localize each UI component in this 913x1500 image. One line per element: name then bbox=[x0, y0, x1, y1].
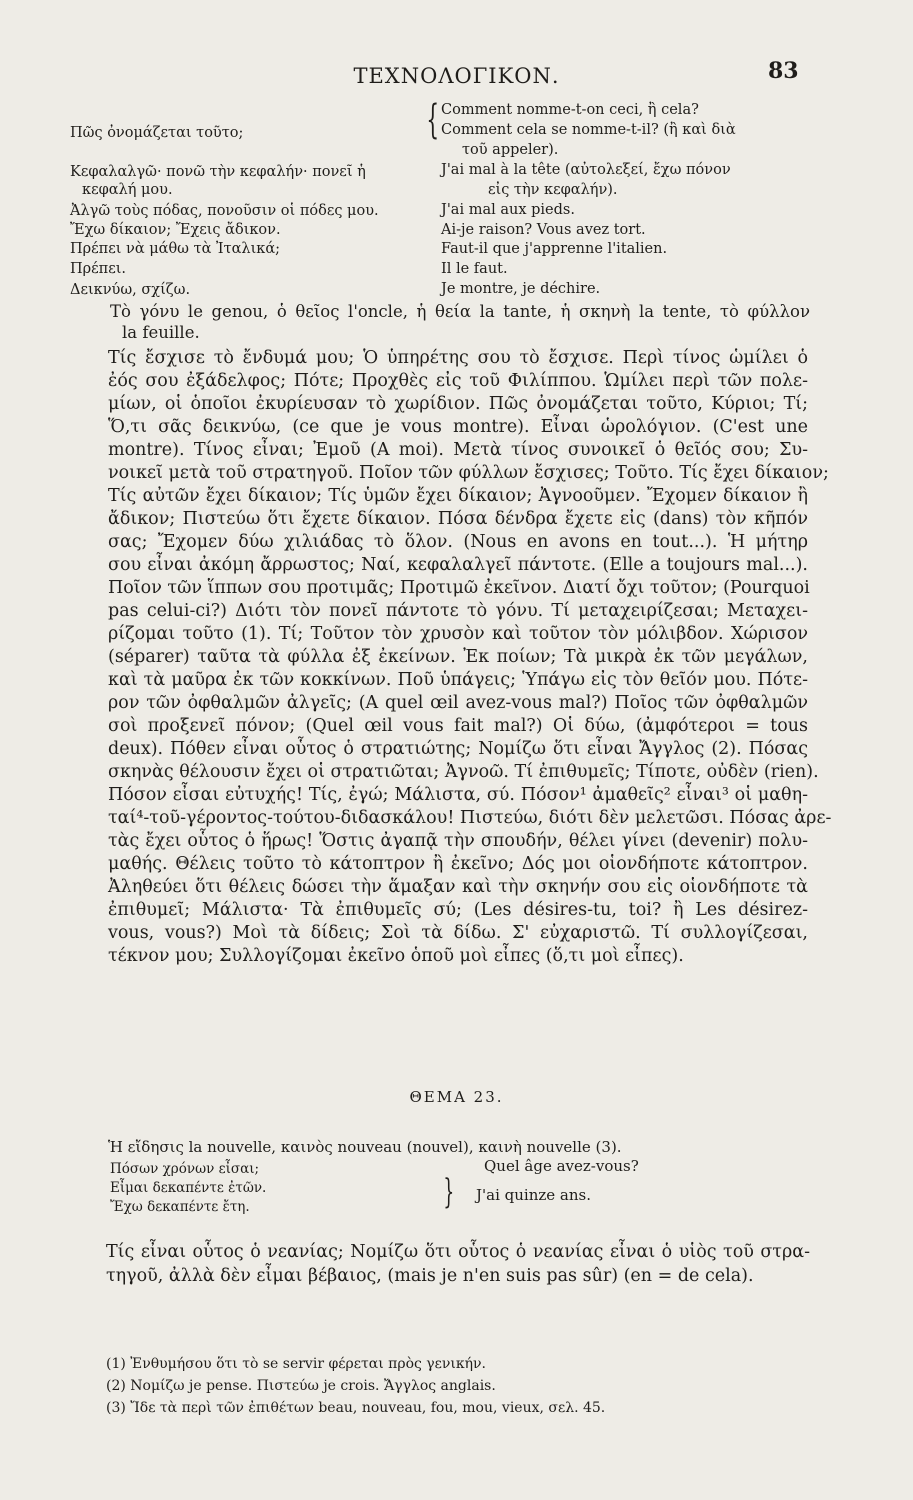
vocab-greek-9: Δεικνύω, σχίζω. bbox=[70, 282, 191, 298]
theme-greek-1: Εἶμαι δεκαπέντε ἐτῶν. bbox=[110, 1180, 267, 1196]
paragraph-line: Τίς εἶναι οὗτος ὁ νεανίας; Νομίζω ὅτι οὗτος ὁ νεανίας εἶναι ὁ υἱὸς τοῦ στρα- bbox=[106, 1242, 810, 1262]
vocab-french-3: J'ai mal à la tête (αὐτολεξεί, ἔχω πόνον bbox=[441, 162, 731, 178]
paragraph-line: montre). Τίνος εἶναι; Ἐμοῦ (A moi). Μετὰ τίνος συνοικεῖ ὁ θεῖός σου; Συ- bbox=[108, 440, 808, 460]
paragraph-line: μίων, οἱ ὁποῖοι ἐκυρίευσαν τὸ χωρίδιον. Πῶς ὀνομάζεται τοῦτο, Κύριοι; Τί; bbox=[108, 394, 808, 414]
paragraph-line: σκηνὰς θέλουσιν ἔχει οἱ στρατιῶται; Ἀγνοῶ. Τί ἐπιθυμεῖς; Τίποτε, οὐδὲν (rien). bbox=[108, 762, 819, 782]
paragraph-line: σας; Ἔχομεν δύω χιλιάδας τὸ ὅλον. (Nous en avons en tout...). Ἡ μήτηρ bbox=[108, 532, 808, 552]
paragraph-line: (séparer) ταῦτα τὰ φύλλα ἐξ ἐκείνων. Ἐκ ποίων; Τὰ μικρὰ ἐκ τῶν μεγάλων, bbox=[108, 647, 808, 667]
footnote-1: (1) Ἐνθυμήσου ὅτι τὸ se servir φέρεται πρὸς γενικήν. bbox=[106, 1356, 487, 1372]
running-header-title: ΤΕΧΝΟΛΟΓΙΚΟΝ. bbox=[353, 64, 560, 88]
paragraph-line: deux). Πόθεν εἶναι οὗτος ὁ στρατιώτης; Νομίζω ὅτι εἶναι Ἄγγλος (2). Πόσας bbox=[108, 739, 808, 759]
vocab-french-8: Il le faut. bbox=[441, 261, 508, 277]
paragraph-line: Τίς αὐτῶν ἔχει δίκαιον; Τίς ὑμῶν ἔχει δίκαιον; Ἀγνοοῦμεν. Ἔχομεν δίκαιον ἢ bbox=[108, 486, 808, 506]
theme-brace: } bbox=[443, 1172, 455, 1212]
footnote-3: (3) Ἴδε τὰ περὶ τῶν ἐπιθέτων beau, nouveau, fou, mou, vieux, σελ. 45. bbox=[106, 1400, 606, 1416]
vocab-french-5: J'ai mal aux pieds. bbox=[441, 202, 575, 218]
paragraph-line: ρον τῶν ὀφθαλμῶν ἀλγεῖς; (A quel œil avez-vous mal?) Ποῖος τῶν ὀφθαλμῶν bbox=[108, 693, 808, 713]
paragraph-line: τηγοῦ, ἀλλὰ δὲν εἶμαι βέβαιος, (mais je n'en suis pas sûr) (en = de cela). bbox=[106, 1266, 754, 1286]
paragraph-line: Ὅ,τι σᾶς δεικνύω, (ce que je vous montre). Εἶναι ὡρολόγιον. (C'est une bbox=[108, 417, 808, 437]
footnote-2: (2) Νομίζω je pense. Πιστεύω je crois. Ἄγγλος anglais. bbox=[106, 1378, 496, 1394]
paragraph-line: Πόσον εἶσαι εὐτυχής! Τίς, ἐγώ; Μάλιστα, σύ. Πόσον¹ ἀμαθεῖς² εἶναι³ οἱ μαθη- bbox=[108, 785, 808, 805]
paragraph-line: Ποῖον τῶν ἵππων σου προτιμᾶς; Προτιμῶ ἐκεῖνον. Διατί ὄχι τοῦτον; (Pourquoi bbox=[108, 578, 810, 598]
intro-definitions bbox=[110, 301, 810, 343]
vocab-greek-4: κεφαλή μου. bbox=[82, 182, 173, 198]
vocab-french-9: Je montre, je déchire. bbox=[441, 281, 601, 297]
vocab-greek-3: Κεφαλαλγῶ· πονῶ τὴν κεφαλήν· πονεῖ ἡ bbox=[70, 164, 366, 180]
paragraph-line: σοὶ προξενεῖ πόνον; (Quel œil vous fait mal?) Οἱ δύω, (ἀμφότεροι = tous bbox=[108, 716, 808, 736]
theme-greek-2: Ἔχω δεκαπέντε ἔτη. bbox=[110, 1199, 250, 1215]
vocab-brace: { bbox=[426, 97, 440, 143]
paragraph-line: ἐός σου ἐξάδελφος; Πότε; Προχθὲς εἰς τοῦ Φιλίππου. Ὡμίλει περὶ τῶν πολε- bbox=[108, 371, 808, 391]
paragraph-line: ἐπιθυμεῖ; Μάλιστα· Τὰ ἐπιθυμεῖς σύ; (Les désires-tu, toi? ἢ Les désirez- bbox=[108, 900, 808, 920]
theme-vocab-line: Ἡ εἴδησις la nouvelle, καινὸς nouveau (nouvel), καινὴ nouvelle (3). bbox=[108, 1138, 622, 1156]
theme-title: ΘΕΜΑ 23. bbox=[409, 1088, 504, 1106]
paragraph-line: μαθής. Θέλεις τοῦτο τὸ κάτοπτρον ἢ ἐκεῖνο; Δός μοι οἱονδήποτε κάτοπτρον. bbox=[108, 854, 808, 874]
vocab-french-7: Faut-il que j'apprenne l'italien. bbox=[441, 241, 668, 257]
vocab-french-1: Comment cela se nomme-t-il? (ἢ καὶ διὰ bbox=[441, 122, 736, 138]
page-number: 83 bbox=[768, 58, 799, 84]
vocab-french-6: Ai-je raison? Vous avez tort. bbox=[441, 222, 646, 238]
theme-french-1: J'ai quinze ans. bbox=[476, 1186, 591, 1204]
paragraph-line: Ἀληθεύει ὅτι θέλεις δώσει τὴν ἅμαξαν καὶ τὴν σκηνήν σου εἰς οἱονδήποτε τὰ bbox=[108, 877, 808, 897]
theme-french-0: Quel âge avez-vous? bbox=[484, 1157, 639, 1175]
vocab-greek-5: Ἀλγῶ τοὺς πόδας, πονοῦσιν οἱ πόδες μου. bbox=[70, 203, 379, 219]
vocab-french-0: Comment nomme-t-on ceci, ἢ cela? bbox=[441, 102, 699, 118]
paragraph-line: τὰς ἔχει οὗτος ὁ ἥρως! Ὅστις ἀγαπᾷ τὴν σπουδήν, θέλει γίνει (devenir) πολυ- bbox=[108, 831, 808, 851]
paragraph-line: ἄδικον; Πιστεύω ὅτι ἔχετε δίκαιον. Πόσα δένδρα ἔχετε εἰς (dans) τὸν κῆπόν bbox=[108, 509, 808, 529]
paragraph-line: pas celui-ci?) Διότι τὸν πονεῖ πάντοτε τὸ γόνυ. Τί μεταχειρίζεσαι; Μεταχει- bbox=[108, 601, 808, 621]
vocab-french-4: εἰς τὴν κεφαλήν). bbox=[488, 182, 618, 198]
theme-greek-0: Πόσων χρόνων εἶσαι; bbox=[110, 1161, 260, 1177]
paragraph-line: ταί⁴-τοῦ-γέροντος-τούτου-διδασκάλου! Πιστεύω, διότι δὲν μελετῶσι. Πόσας ἀρε- bbox=[108, 808, 832, 828]
paragraph-line: vous, vous?) Μοὶ τὰ δίδεις; Σοὶ τὰ δίδω. Σ' εὐχαριστῶ. Τί συλλογίζεσαι, bbox=[108, 923, 808, 943]
vocab-greek-8: Πρέπει. bbox=[70, 261, 127, 277]
intro-line: Τὸ γόνυ le genou, ὁ θεῖος l'oncle, ἡ θεία la tante, ἡ σκηνὴ la tente, τὸ φύλλον bbox=[110, 302, 810, 321]
vocab-greek-7: Πρέπει νὰ μάθω τὰ Ἰταλικά; bbox=[70, 241, 281, 257]
paragraph-line: νοικεῖ μετὰ τοῦ στρατηγοῦ. Ποῖον τῶν φύλλων ἔσχισες; Τοῦτο. Τίς ἔχει δίκαιον; bbox=[108, 463, 829, 483]
intro-line: la feuille. bbox=[122, 323, 200, 342]
vocab-greek-0: Πῶς ὀνομάζεται τοῦτο; bbox=[70, 125, 244, 141]
paragraph-line: καὶ τὰ μαῦρα ἐκ τῶν κοκκίνων. Ποῦ ὑπάγεις; Ὑπάγω εἰς τὸν θεῖόν μου. Πότε- bbox=[108, 670, 808, 690]
paragraph-line: Τίς ἔσχισε τὸ ἔνδυμά μου; Ὁ ὑπηρέτης σου τὸ ἔσχισε. Περὶ τίνος ὡμίλει ὁ bbox=[108, 348, 808, 368]
theme-paragraph bbox=[106, 1240, 810, 1288]
paragraph-line: τέκνον μου; Συλλογίζομαι ἐκεῖνο ὁποῦ μοὶ εἶπες (ὅ,τι μοὶ εἶπες). bbox=[108, 946, 684, 966]
paragraph-line: ρίζομαι τοῦτο (1). Τί; Τοῦτον τὸν χρυσὸν καὶ τοῦτον τὸν μόλιβδον. Χώρισον bbox=[108, 624, 808, 644]
exercise-paragraph bbox=[108, 347, 832, 968]
vocab-greek-6: Ἔχω δίκαιον; Ἔχεις ἄδικον. bbox=[70, 222, 281, 238]
vocab-french-2: τοῦ appeler). bbox=[462, 142, 559, 158]
paragraph-line: σου εἶναι ἀκόμη ἄρρωστος; Ναί, κεφαλαλγεῖ πάντοτε. (Elle a toujours mal...). bbox=[108, 555, 808, 575]
